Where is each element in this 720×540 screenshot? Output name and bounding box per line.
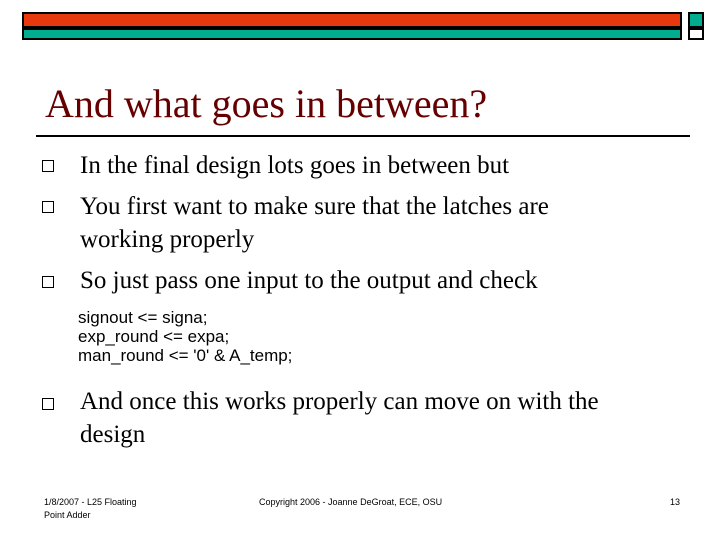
footer-left-line: Point Adder	[44, 510, 91, 520]
bullet-text	[80, 383, 599, 453]
bullet-square-icon	[42, 201, 54, 213]
header-bar-red	[22, 12, 682, 28]
code-snippet	[78, 308, 292, 365]
bullet-square-icon	[42, 160, 54, 172]
bullet-line: So just pass one input to the output and check	[80, 267, 538, 294]
bullet-text	[80, 262, 538, 299]
slide-title: And what goes in between?	[45, 81, 488, 126]
code-line: exp_round <= expa;	[78, 327, 230, 346]
bullet-line: And once this works properly can move on with the	[80, 388, 599, 415]
bullet-square-icon	[42, 276, 54, 288]
bullet-line: working properly	[80, 226, 255, 253]
bullet-line: You first want to make sure that the latches are	[80, 193, 549, 220]
page-number: 13	[669, 497, 680, 507]
footer-left-line: 1/8/2007 - L25 Floating	[44, 497, 137, 507]
header-square-white	[688, 28, 704, 40]
title-divider	[36, 135, 690, 137]
bullet-text	[80, 188, 549, 258]
header-bar-green	[22, 28, 682, 40]
code-line: man_round <= '0' & A_temp;	[78, 346, 293, 365]
header-square-green	[688, 12, 704, 28]
bullet-line: In the final design lots goes in between but	[80, 152, 510, 179]
bullet-line: design	[80, 421, 146, 448]
bullet-square-icon	[42, 398, 54, 410]
footer-date-title	[44, 496, 174, 522]
footer-copyright: Copyright 2006 - Joanne DeGroat, ECE, OSU	[259, 497, 443, 507]
bullet-text	[80, 147, 509, 184]
code-line: signout <= signa;	[78, 308, 208, 327]
